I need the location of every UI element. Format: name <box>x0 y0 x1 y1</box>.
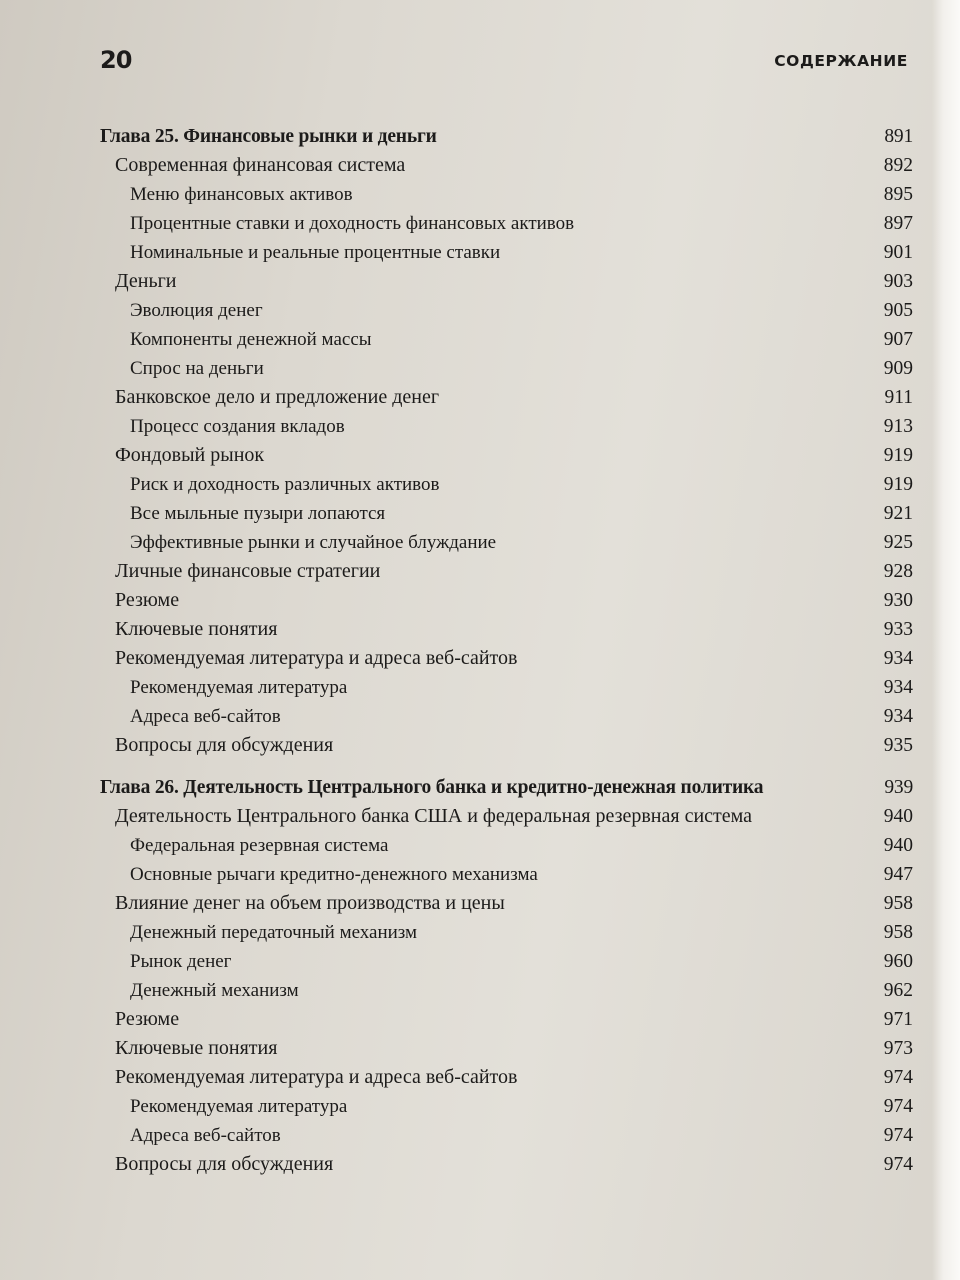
toc-entry-page: 907 <box>883 329 913 350</box>
toc-entry-title: Номинальные и реальные процентные ставки <box>130 242 501 263</box>
toc-entry-title: Денежный механизм <box>130 980 299 1001</box>
toc-entry <box>100 644 913 673</box>
toc-entry <box>100 831 913 860</box>
toc-entry <box>100 151 913 180</box>
toc-entry-page: 928 <box>883 561 913 582</box>
toc-entry-title: Ключевые понятия <box>115 1037 278 1059</box>
toc-entry <box>100 528 913 557</box>
toc-entry-title: Ключевые понятия <box>115 618 278 640</box>
toc-entry-title: Компоненты денежной массы <box>130 329 372 350</box>
toc-entry-page: 919 <box>883 474 913 495</box>
toc-entry <box>100 499 913 528</box>
toc-entry <box>100 860 913 889</box>
toc-entry-page: 974 <box>883 1096 913 1117</box>
toc-entry-title: Все мыльные пузыри лопаются <box>130 503 386 524</box>
toc-entry <box>100 557 913 586</box>
toc-entry-title: Деньги <box>115 270 177 292</box>
page-edge <box>932 0 960 1280</box>
toc-entry-page: 930 <box>883 590 913 611</box>
toc-entry-page: 901 <box>883 242 913 263</box>
toc-entry <box>100 180 913 209</box>
toc-entry-page: 925 <box>883 532 913 553</box>
toc-entry-title: Меню финансовых активов <box>130 184 353 205</box>
toc-entry-page: 895 <box>883 184 913 205</box>
toc-entry-page: 891 <box>884 126 913 147</box>
toc-entry-page: 974 <box>883 1067 913 1088</box>
toc-entry-page: 897 <box>883 213 913 234</box>
page-number: 20 <box>100 46 132 74</box>
toc-entry-title: Основные рычаги кредитно-денежного механизма <box>130 864 538 885</box>
toc-entry-page: 905 <box>883 300 913 321</box>
toc-chapter-entry <box>100 773 913 802</box>
toc-entry-title: Вопросы для обсуждения <box>115 734 334 756</box>
toc-entry <box>100 673 913 702</box>
toc-entry <box>100 325 913 354</box>
toc-entry-page: 903 <box>883 271 913 292</box>
toc-entry <box>100 731 913 760</box>
toc-entry-title: Личные финансовые стратегии <box>115 560 381 582</box>
toc-entry-page: 939 <box>884 777 913 798</box>
running-title: СОДЕРЖАНИЕ <box>774 52 908 70</box>
toc-entry <box>100 470 913 499</box>
page-header <box>100 46 908 82</box>
toc-entry-page: 913 <box>883 416 913 437</box>
toc-entry-title: Эффективные рынки и случайное блуждание <box>130 532 497 553</box>
toc-entry-title: Спрос на деньги <box>130 358 264 379</box>
toc-entry-title: Вопросы для обсуждения <box>115 1153 334 1175</box>
toc-entry <box>100 1005 913 1034</box>
toc-entry-title: Глава 26. Деятельность Центрального банка и кредитно-денежная политика <box>100 777 764 798</box>
toc-entry <box>100 238 913 267</box>
toc-entry-page: 940 <box>883 806 913 827</box>
toc-entry-title: Денежный передаточный механизм <box>130 922 418 943</box>
toc-entry-title: Резюме <box>115 589 180 611</box>
toc-entry <box>100 1034 913 1063</box>
toc-entry <box>100 615 913 644</box>
toc-entry-page: 973 <box>883 1038 913 1059</box>
toc-entry-page: 974 <box>883 1154 913 1175</box>
toc-entry <box>100 918 913 947</box>
toc-entry-title: Глава 25. Финансовые рынки и деньги <box>100 126 437 147</box>
toc-entry-title: Адреса веб-сайтов <box>130 706 281 727</box>
toc-entry <box>100 209 913 238</box>
toc-entry-title: Федеральная резервная система <box>130 835 389 856</box>
toc-entry <box>100 976 913 1005</box>
toc-entry <box>100 1150 913 1179</box>
toc-entry-page: 960 <box>883 951 913 972</box>
toc-entry <box>100 702 913 731</box>
toc-entry <box>100 1092 913 1121</box>
toc-entry-page: 933 <box>883 619 913 640</box>
toc-entry-page: 958 <box>883 893 913 914</box>
toc-entry <box>100 802 913 831</box>
toc-entry <box>100 1063 913 1092</box>
toc-entry-page: 962 <box>883 980 913 1001</box>
toc-entry-title: Рекомендуемая литература и адреса веб-сайтов <box>115 1066 518 1088</box>
toc-entry-title: Процесс создания вкладов <box>130 416 345 437</box>
toc-entry-page: 935 <box>883 735 913 756</box>
toc-entry-title: Рекомендуемая литература и адреса веб-сайтов <box>115 647 518 669</box>
toc-entry-page: 947 <box>883 864 913 885</box>
toc-entry-page: 958 <box>883 922 913 943</box>
toc-entry <box>100 947 913 976</box>
table-of-contents <box>100 122 913 1179</box>
toc-entry-title: Рынок денег <box>130 951 232 972</box>
toc-entry-page: 940 <box>883 835 913 856</box>
toc-entry <box>100 1121 913 1150</box>
toc-entry-title: Деятельность Центрального банка США и федеральная резервная система <box>115 805 753 827</box>
toc-entry-page: 934 <box>883 706 913 727</box>
toc-entry-page: 934 <box>883 648 913 669</box>
toc-entry <box>100 412 913 441</box>
toc-entry-page: 971 <box>883 1009 913 1030</box>
toc-entry-page: 909 <box>883 358 913 379</box>
toc-entry-title: Процентные ставки и доходность финансовых активов <box>130 213 575 234</box>
toc-entry-title: Рекомендуемая литература <box>130 677 348 698</box>
toc-entry-page: 892 <box>883 155 913 176</box>
toc-entry-title: Адреса веб-сайтов <box>130 1125 281 1146</box>
toc-entry <box>100 586 913 615</box>
toc-entry-title: Рекомендуемая литература <box>130 1096 348 1117</box>
toc-entry-title: Современная финансовая система <box>115 154 406 176</box>
toc-entry-title: Влияние денег на объем производства и цены <box>115 892 505 914</box>
toc-entry-title: Эволюция денег <box>130 300 263 321</box>
toc-entry <box>100 296 913 325</box>
toc-entry <box>100 383 913 412</box>
toc-entry-title: Банковское дело и предложение денег <box>115 386 440 408</box>
toc-entry <box>100 441 913 470</box>
toc-entry-title: Резюме <box>115 1008 180 1030</box>
toc-entry <box>100 889 913 918</box>
toc-entry-page: 911 <box>884 387 913 408</box>
toc-entry <box>100 267 913 296</box>
chapter-gap <box>100 760 913 773</box>
toc-chapter-entry <box>100 122 913 151</box>
toc-entry <box>100 354 913 383</box>
toc-entry-page: 921 <box>883 503 913 524</box>
toc-entry-title: Риск и доходность различных активов <box>130 474 440 495</box>
toc-entry-page: 974 <box>883 1125 913 1146</box>
toc-entry-page: 934 <box>883 677 913 698</box>
toc-entry-page: 919 <box>883 445 913 466</box>
toc-entry-title: Фондовый рынок <box>115 444 265 466</box>
